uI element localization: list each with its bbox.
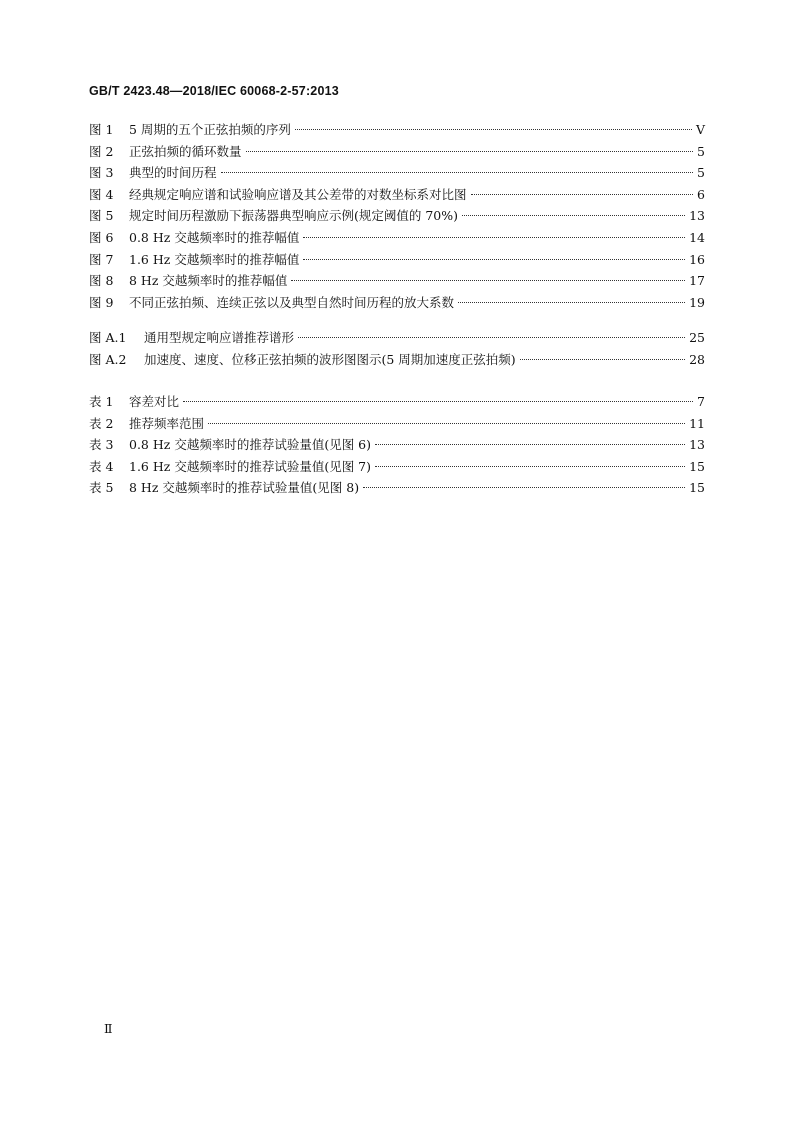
toc-entry-title: 0.8 Hz 交越频率时的推荐试验量值(见图 6) (129, 437, 371, 453)
toc-entry-label: 图 6 (89, 229, 114, 245)
toc-entry-label: 表 5 (89, 480, 114, 496)
dot-leader (291, 280, 685, 281)
standard-code-header: GB/T 2423.48—2018/IEC 60068-2-57:2013 (89, 84, 339, 98)
dot-leader (363, 487, 685, 488)
toc-entry-page: 13 (689, 437, 705, 453)
toc-entry-title: 典型的时间历程 (129, 165, 217, 181)
toc-entry-title: 推荐频率范围 (129, 415, 205, 431)
toc-entry-title: 1.6 Hz 交越频率时的推荐幅值 (129, 251, 300, 267)
toc-entry-page: 11 (689, 415, 705, 431)
toc-entry-page: 5 (697, 143, 705, 159)
toc-entry[interactable] (89, 205, 705, 227)
dot-leader (375, 444, 685, 445)
toc-entry[interactable] (89, 327, 705, 349)
toc-entry[interactable] (89, 391, 705, 413)
toc-entry-label: 表 3 (89, 437, 114, 453)
toc-entry-label: 图 4 (89, 186, 114, 202)
toc-entry-title: 正弦拍频的循环数量 (129, 143, 242, 159)
toc-entry-title: 经典规定响应谱和试验响应谱及其公差带的对数坐标系对比图 (129, 186, 467, 202)
dot-leader (246, 151, 694, 152)
dot-leader (458, 302, 685, 303)
dot-leader (295, 129, 692, 130)
toc-entry-title: 5 周期的五个正弦拍频的序列 (129, 122, 291, 137)
toc-entry[interactable] (89, 119, 705, 141)
toc-entry[interactable] (89, 477, 705, 499)
toc-entry-title: 加速度、速度、位移正弦拍频的波形图图示(5 周期加速度正弦拍频) (144, 351, 516, 367)
toc-entry[interactable] (89, 434, 705, 456)
toc-entry-label: 图 7 (89, 251, 114, 267)
toc-entry-page: 17 (689, 273, 705, 289)
toc-entry-page: 25 (689, 330, 705, 345)
toc-entry[interactable] (89, 349, 705, 371)
toc-entry-page: 19 (689, 294, 705, 310)
toc-entry-title: 通用型规定响应谱推荐谱形 (144, 330, 295, 345)
toc-entry-label: 图 3 (89, 165, 114, 181)
toc-entry-page: 7 (697, 394, 705, 409)
toc-entry-title: 容差对比 (129, 394, 180, 409)
toc-entry-title: 规定时间历程激励下振荡器典型响应示例(规定阈值的 70%) (129, 208, 459, 224)
dot-leader (303, 237, 685, 238)
dot-leader (298, 337, 685, 338)
toc-entry-title: 1.6 Hz 交越频率时的推荐试验量值(见图 7) (129, 458, 371, 474)
page-number: Ⅱ (104, 1022, 113, 1036)
toc-entry-title: 8 Hz 交越频率时的推荐试验量值(见图 8) (129, 480, 360, 496)
dot-leader (221, 172, 694, 173)
toc-entry-label: 图 8 (89, 273, 114, 289)
toc-entry-page: 14 (689, 229, 705, 245)
toc-entry[interactable] (89, 413, 705, 435)
dot-leader (471, 194, 694, 195)
toc-entry-page: 6 (697, 186, 705, 202)
toc-entry-page: 15 (689, 480, 705, 496)
dot-leader (303, 259, 685, 260)
toc-entry[interactable] (89, 141, 705, 163)
toc-entry-title: 8 Hz 交越频率时的推荐幅值 (129, 273, 288, 289)
toc-entry-label: 表 1 (89, 394, 114, 409)
toc-entry-label: 图 A.2 (89, 351, 127, 367)
tables-list (89, 391, 705, 499)
dot-leader (375, 466, 685, 467)
toc-entry-label: 图 1 (89, 122, 114, 137)
toc-entry-page: 15 (689, 458, 705, 474)
toc-entry-page: 16 (689, 251, 705, 267)
figures-list (89, 119, 705, 313)
toc-entry-label: 图 5 (89, 208, 114, 224)
toc-entry-label: 表 4 (89, 458, 114, 474)
toc-entry[interactable] (89, 270, 705, 292)
toc-entry-page: Ⅴ (695, 122, 705, 137)
toc-entry-title: 不同正弦拍频、连续正弦以及典型自然时间历程的放大系数 (129, 294, 455, 310)
annex-figures-list (89, 327, 705, 370)
toc-entry[interactable] (89, 292, 705, 314)
toc-entry-page: 28 (689, 351, 705, 367)
dot-leader (183, 401, 693, 402)
toc-entry[interactable] (89, 184, 705, 206)
toc-entry[interactable] (89, 456, 705, 478)
toc-entry-label: 图 2 (89, 143, 114, 159)
dot-leader (462, 215, 685, 216)
dot-leader (208, 423, 685, 424)
toc-entry-title: 0.8 Hz 交越频率时的推荐幅值 (129, 229, 300, 245)
toc-entry[interactable] (89, 227, 705, 249)
toc-entry-label: 表 2 (89, 415, 114, 431)
toc-entry[interactable] (89, 249, 705, 271)
toc-entry-label: 图 A.1 (89, 330, 127, 345)
toc-entry-label: 图 9 (89, 294, 114, 310)
toc-entry-page: 5 (697, 165, 705, 181)
toc-entry[interactable] (89, 162, 705, 184)
toc-entry-page: 13 (689, 208, 705, 224)
dot-leader (520, 359, 685, 360)
